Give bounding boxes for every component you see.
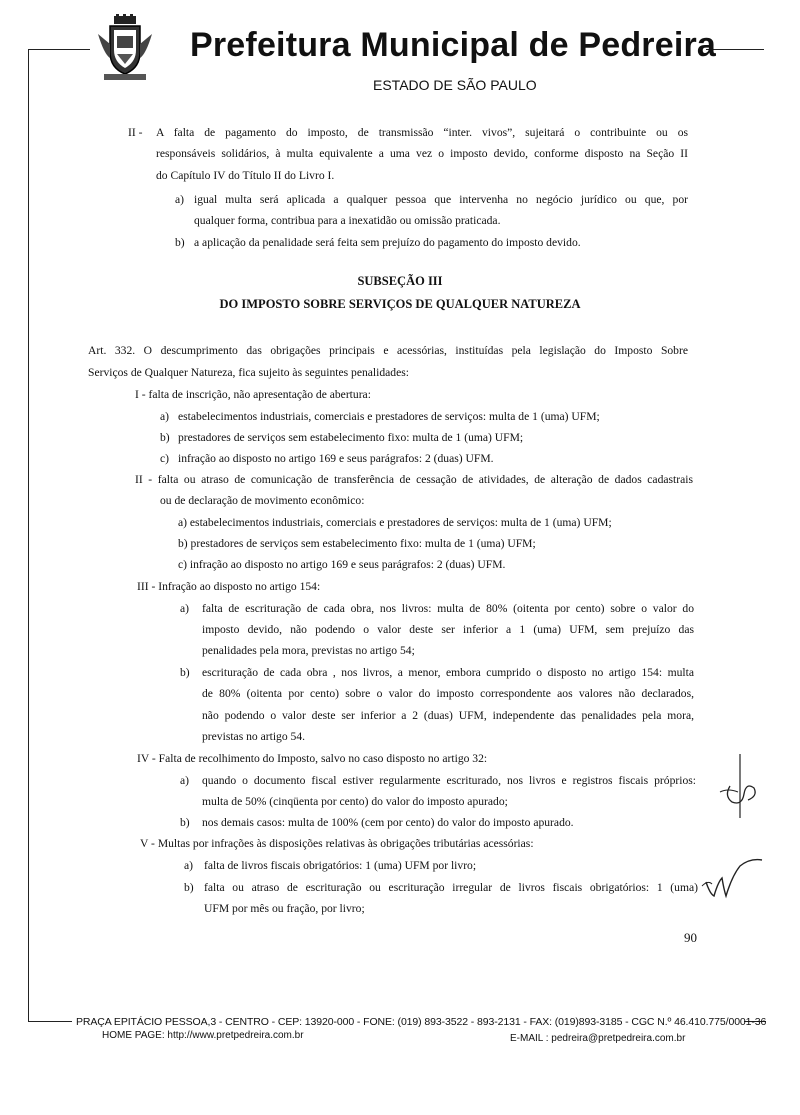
page-subtitle: ESTADO DE SÃO PAULO <box>373 77 537 93</box>
list-item: c) infração ao disposto no artigo 169 e seus parágrafos: 2 (duas) UFM. <box>178 558 506 571</box>
list-item: nos demais casos: multa de 100% (cem por cento) do valor do imposto apurado. <box>202 816 574 829</box>
list-item: infração ao disposto no artigo 169 e seus parágrafos: 2 (duas) UFM. <box>178 452 494 465</box>
page-number: 90 <box>684 930 697 945</box>
inciso-line: III - Infração ao disposto no artigo 154: <box>137 580 321 593</box>
left-margin-rule <box>28 49 29 1021</box>
list-marker: a) <box>184 859 194 872</box>
list-marker: b) <box>175 236 185 249</box>
article-line: Art. 332. O descumprimento das obrigações principais e acessórias, instituídas pela legislação do Imposto Sobre <box>88 344 688 357</box>
list-item: multa de 50% (cinqüenta por cento) do valor do imposto apurado; <box>202 795 508 808</box>
list-marker: a) <box>175 193 185 206</box>
municipal-coat-of-arms-icon <box>96 14 154 84</box>
list-item: quando o documento fiscal estiver regularmente escriturado, nos livros e registros fiscais próprios: <box>202 774 696 787</box>
list-marker: c) <box>160 452 170 465</box>
list-item: a aplicação da penalidade será feita sem prejuízo do pagamento do imposto devido. <box>194 236 581 249</box>
list-marker: b) <box>184 881 194 894</box>
inciso-line: ou de declaração de movimento econômico: <box>160 494 365 507</box>
list-marker: b) <box>160 431 170 444</box>
list-item: previstas no artigo 54. <box>202 730 306 743</box>
paragraph-line: do Capítulo IV do Título II do Livro I. <box>156 169 335 182</box>
article-line: Serviços de Qualquer Natureza, fica sujeito às seguintes penalidades: <box>88 366 409 379</box>
list-item: a) estabelecimentos industriais, comerciais e prestadores de serviços: multa de 1 (uma) UFM; <box>178 516 612 529</box>
list-marker: a) <box>180 602 190 615</box>
paragraph-line: A falta de pagamento do imposto, de transmissão “inter. vivos”, sujeitará o contribuinte ou os <box>156 126 688 139</box>
list-item: não podendo o valor deste ser inferior a 2 (duas) UFM, independente das penalidades pela mora, <box>202 709 694 722</box>
list-item: falta ou atraso de escrituração ou escrituração irregular de livros fiscais obrigatórios: 1 (uma) <box>204 881 698 894</box>
list-marker: a) <box>180 774 190 787</box>
list-item: prestadores de serviços sem estabelecimento fixo: multa de 1 (uma) UFM; <box>178 431 524 444</box>
footer-email[interactable]: E-MAIL : pedreira@pretpedreira.com.br <box>510 1033 686 1044</box>
list-item: b) prestadores de serviços sem estabelecimento fixo: multa de 1 (uma) UFM; <box>178 537 536 550</box>
subsection-heading: SUBSEÇÃO III <box>357 274 443 288</box>
list-item: escrituração de cada obra , nos livros, a menor, embora cumprido o disposto no artigo 154: multa <box>202 666 694 679</box>
footer-address: PRAÇA EPITÁCIO PESSOA,3 - CENTRO - CEP: 13920-000 - FONE: (019) 893-3522 - 893-2131 - FAX: (019)893-3185 - CGC N.º 46.410.775/0001-36 <box>76 1016 767 1028</box>
header-rule-left <box>28 49 90 50</box>
list-item: de 80% (oitenta por cento) sobre o valor do imposto correspondente aos valores não declarados, <box>202 687 694 700</box>
list-item: penalidades pela mora, previstas no artigo 54; <box>202 644 415 657</box>
list-marker: b) <box>180 666 190 679</box>
list-item: igual multa será aplicada a qualquer pessoa que intervenha no negócio jurídico ou que, por <box>194 193 688 206</box>
footer-rule-left <box>28 1021 72 1022</box>
subsection-title: DO IMPOSTO SOBRE SERVIÇOS DE QUALQUER NATUREZA <box>219 297 581 311</box>
list-item: qualquer forma, contribua para a inexatidão ou omissão praticada. <box>194 214 501 227</box>
list-marker: a) <box>160 410 170 423</box>
handwritten-signature <box>700 852 764 904</box>
list-item: imposto devido, não podendo o valor deste ser inferior a 1 (uma) UFM, sem prejuízo das <box>202 623 694 636</box>
inciso-line: V - Multas por infrações às disposições relativas às obrigações tributárias acessórias: <box>140 837 534 850</box>
list-item: falta de livros fiscais obrigatórios: 1 (uma) UFM por livro; <box>204 859 477 872</box>
inciso-line: IV - Falta de recolhimento do Imposto, salvo no caso disposto no artigo 32: <box>137 752 488 765</box>
list-item: falta de escrituração de cada obra, nos livros: multa de 80% (oitenta por cento) sobre o valor do <box>202 602 694 615</box>
page-title: Prefeitura Municipal de Pedreira <box>190 26 717 64</box>
list-item: UFM por mês ou fração, por livro; <box>204 902 365 915</box>
paragraph-line: responsáveis solidários, à multa equivalente a uma vez o imposto devido, conforme disposto na Seção II <box>156 147 688 160</box>
inciso-line: II - falta ou atraso de comunicação de transferência de cessação de atividades, de alteração de dados cadastrais <box>135 473 693 486</box>
list-item: estabelecimentos industriais, comerciais e prestadores de serviços: multa de 1 (uma) UFM; <box>178 410 600 423</box>
inciso-line: I - falta de inscrição, não apresentação de abertura: <box>135 388 371 401</box>
footer-homepage[interactable]: HOME PAGE: http://www.pretpedreira.com.br <box>102 1030 304 1041</box>
handwritten-initial-signature <box>718 752 768 822</box>
list-marker: b) <box>180 816 190 829</box>
section-marker: II - <box>128 126 143 139</box>
